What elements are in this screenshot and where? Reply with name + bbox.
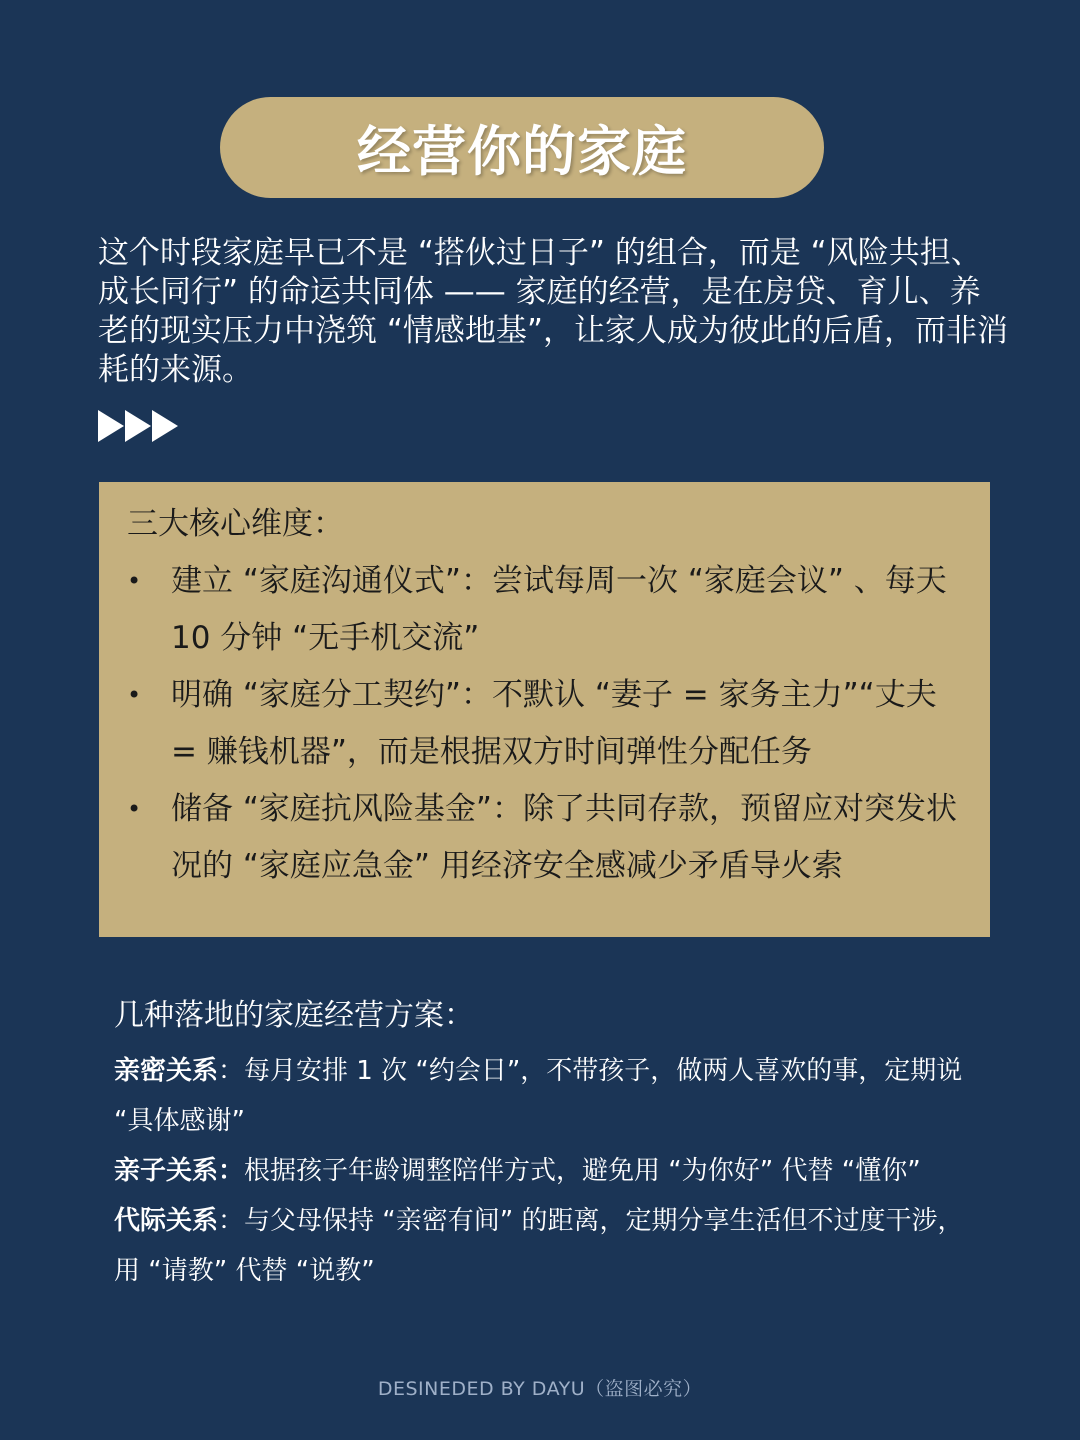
- plan-item-intimate: [114, 1046, 984, 1146]
- list-item: [127, 553, 960, 667]
- list-item-text: 明确 “家庭分工契约”：不默认 “妻子 = 家务主力”“丈夫 = 赚钱机器”，而是根据双方时间弹性分配任务: [171, 677, 937, 770]
- list-item-text: 建立 “家庭沟通仪式”：尝试每周一次 “家庭会议” 、每天 10 分钟 “无手机交流”: [171, 563, 947, 656]
- intro-paragraph: 这个时段家庭早已不是 “搭伙过日子” 的组合，而是 “风险共担、成长同行” 的命运共同体 —— 家庭的经营，是在房贷、育儿、养老的现实压力中浇筑 “情感地基”，让家人成为彼此的后盾，而非消耗的来源。: [98, 235, 1008, 388]
- play-arrow-icon: [98, 410, 124, 442]
- bullet-icon: •: [127, 567, 142, 595]
- plan-item-parent-child: [114, 1146, 984, 1196]
- plan-item-intergenerational: [114, 1196, 984, 1296]
- title-banner: [220, 97, 824, 198]
- plans-heading: 几种落地的家庭经营方案：: [114, 998, 474, 1033]
- bullet-icon: •: [127, 681, 142, 709]
- play-arrow-icon: [125, 410, 151, 442]
- plan-label: 亲子关系：: [114, 1156, 245, 1186]
- list-item: [127, 781, 960, 895]
- footer-credit: DESINEDED BY DAYU（盗图必究）: [377, 1378, 703, 1400]
- bullet-icon: •: [127, 795, 142, 823]
- triple-play-arrows-icon: [98, 410, 179, 442]
- core-dimensions-box: [99, 482, 990, 937]
- core-dimensions-heading: 三大核心维度：: [127, 506, 344, 542]
- list-item: [127, 667, 960, 781]
- plan-label: 亲密关系: [114, 1056, 219, 1086]
- list-item-text: 储备 “家庭抗风险基金”：除了共同存款，预留应对突发状况的 “家庭应急金” 用经济安全感减少矛盾导火索: [171, 791, 957, 884]
- core-dimensions-list: [127, 553, 960, 895]
- play-arrow-icon: [152, 410, 178, 442]
- plan-text: ：每月安排 1 次 “约会日”，不带孩子，做两人喜欢的事，定期说 “具体感谢”: [114, 1056, 963, 1136]
- plan-label: 代际关系: [114, 1206, 219, 1236]
- page-title: 经营你的家庭: [357, 120, 687, 183]
- plan-text: ：与父母保持 “亲密有间” 的距离，定期分享生活但不过度干涉，用 “请教” 代替 “说教”: [114, 1206, 964, 1286]
- plans-section: [114, 994, 984, 1296]
- plan-text: 根据孩子年龄调整陪伴方式，避免用 “为你好” 代替 “懂你”: [244, 1156, 921, 1186]
